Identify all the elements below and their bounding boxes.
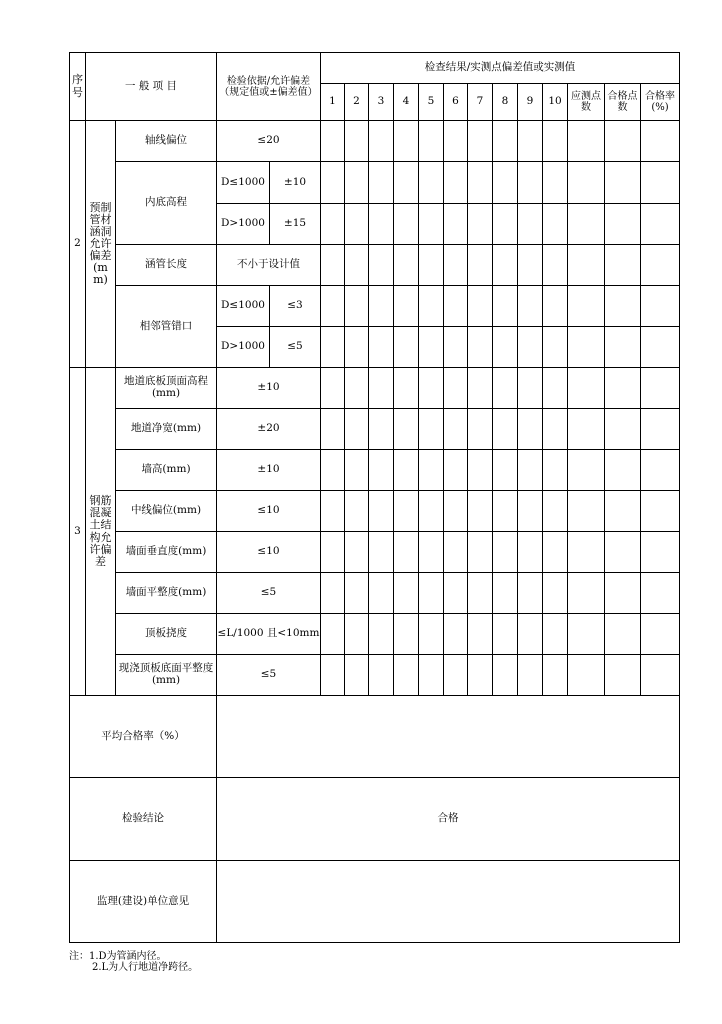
result-cell[interactable] — [345, 204, 369, 245]
item-label: 地道净宽(mm) — [116, 409, 217, 450]
header-col-1: 1 — [321, 84, 345, 121]
result-cell[interactable] — [394, 573, 419, 614]
result-cell[interactable] — [321, 162, 345, 204]
pass-count-cell[interactable] — [605, 121, 641, 162]
item-condition: D>1000 — [217, 204, 270, 245]
section-category: 预制管材涵洞允许偏差(mm) — [86, 121, 116, 368]
item-condition: D≤1000 — [217, 286, 270, 327]
result-cell[interactable] — [468, 286, 493, 327]
result-cell[interactable] — [419, 286, 444, 327]
result-cell[interactable] — [419, 450, 444, 491]
pass-rate-cell[interactable] — [641, 450, 680, 491]
result-cell[interactable] — [468, 245, 493, 286]
result-cell[interactable] — [444, 286, 468, 327]
result-cell[interactable] — [468, 327, 493, 368]
result-cell[interactable] — [493, 327, 518, 368]
result-cell[interactable] — [518, 573, 543, 614]
section-seq: 2 — [70, 121, 86, 368]
header-col-8: 8 — [493, 84, 518, 121]
pass-rate-cell[interactable] — [641, 614, 680, 655]
notes — [69, 951, 198, 973]
result-cell[interactable] — [493, 245, 518, 286]
result-cell[interactable] — [543, 491, 568, 532]
result-cell[interactable] — [444, 204, 468, 245]
header-col-6: 6 — [444, 84, 468, 121]
should-count-cell[interactable] — [568, 532, 605, 573]
result-cell[interactable] — [394, 245, 419, 286]
result-cell[interactable] — [369, 368, 394, 409]
header-col-4: 4 — [394, 84, 419, 121]
result-cell[interactable] — [321, 491, 345, 532]
result-cell[interactable] — [518, 204, 543, 245]
result-cell[interactable] — [543, 532, 568, 573]
should-count-cell[interactable] — [568, 204, 605, 245]
result-cell[interactable] — [345, 409, 369, 450]
item-basis: ≤20 — [217, 121, 321, 162]
result-cell[interactable] — [394, 368, 419, 409]
result-cell[interactable] — [394, 121, 419, 162]
result-cell[interactable] — [369, 409, 394, 450]
result-cell[interactable] — [394, 655, 419, 696]
result-cell[interactable] — [394, 614, 419, 655]
result-cell[interactable] — [345, 327, 369, 368]
result-cell[interactable] — [493, 286, 518, 327]
result-cell[interactable] — [321, 614, 345, 655]
result-cell[interactable] — [444, 368, 468, 409]
result-cell[interactable] — [345, 368, 369, 409]
result-cell[interactable] — [468, 162, 493, 204]
result-cell[interactable] — [518, 491, 543, 532]
result-cell[interactable] — [369, 245, 394, 286]
item-basis: ≤5 — [217, 573, 321, 614]
result-cell[interactable] — [444, 573, 468, 614]
header-basis: 检验依据/允许偏差（规定值或±偏差值） — [217, 53, 321, 121]
item-basis: ±15 — [270, 204, 321, 245]
result-cell[interactable] — [493, 614, 518, 655]
header-should-count: 应测点数 — [568, 84, 605, 121]
result-cell[interactable] — [493, 573, 518, 614]
result-cell[interactable] — [369, 450, 394, 491]
item-condition: D≤1000 — [217, 162, 270, 204]
result-cell[interactable] — [345, 121, 369, 162]
result-cell[interactable] — [419, 409, 444, 450]
pass-rate-cell[interactable] — [641, 368, 680, 409]
result-cell[interactable] — [394, 532, 419, 573]
item-basis: ≤3 — [270, 286, 321, 327]
result-cell[interactable] — [444, 409, 468, 450]
should-count-cell[interactable] — [568, 450, 605, 491]
pass-count-cell[interactable] — [605, 327, 641, 368]
result-cell[interactable] — [518, 409, 543, 450]
result-cell[interactable] — [321, 409, 345, 450]
result-cell[interactable] — [543, 286, 568, 327]
result-cell[interactable] — [369, 204, 394, 245]
result-cell[interactable] — [518, 655, 543, 696]
result-cell[interactable] — [543, 121, 568, 162]
result-cell[interactable] — [321, 327, 345, 368]
item-label: 墙高(mm) — [116, 450, 217, 491]
item-label: 涵管长度 — [116, 245, 217, 286]
result-cell[interactable] — [419, 162, 444, 204]
pass-count-cell[interactable] — [605, 245, 641, 286]
header-pass-count: 合格点数 — [605, 84, 641, 121]
result-cell[interactable] — [543, 245, 568, 286]
item-label: 轴线偏位 — [116, 121, 217, 162]
pass-count-cell[interactable] — [605, 368, 641, 409]
header-seq: 序号 — [70, 53, 86, 121]
header-results: 检查结果/实测点偏差值或实测值 — [321, 53, 680, 84]
result-cell[interactable] — [321, 532, 345, 573]
result-cell[interactable] — [444, 450, 468, 491]
header-col-9: 9 — [518, 84, 543, 121]
result-cell[interactable] — [369, 614, 394, 655]
pass-count-cell[interactable] — [605, 409, 641, 450]
result-cell[interactable] — [394, 204, 419, 245]
result-cell[interactable] — [468, 368, 493, 409]
result-cell[interactable] — [394, 162, 419, 204]
pass-count-cell[interactable] — [605, 162, 641, 204]
pass-count-cell[interactable] — [605, 286, 641, 327]
result-cell[interactable] — [345, 162, 369, 204]
inspection-table — [69, 52, 680, 943]
item-condition: D>1000 — [217, 327, 270, 368]
result-cell[interactable] — [345, 245, 369, 286]
item-label: 墙面垂直度(mm) — [116, 532, 217, 573]
result-cell[interactable] — [493, 655, 518, 696]
header-col-3: 3 — [369, 84, 394, 121]
result-cell[interactable] — [394, 491, 419, 532]
result-cell[interactable] — [543, 573, 568, 614]
item-basis: ±20 — [217, 409, 321, 450]
should-count-cell[interactable] — [568, 368, 605, 409]
result-cell[interactable] — [321, 121, 345, 162]
pass-count-cell[interactable] — [605, 450, 641, 491]
item-basis: ±10 — [270, 162, 321, 204]
result-cell[interactable] — [444, 614, 468, 655]
note-prefix: 注： — [69, 951, 89, 962]
pass-count-cell[interactable] — [605, 614, 641, 655]
pass-rate-cell[interactable] — [641, 204, 680, 245]
pass-rate-cell[interactable] — [641, 245, 680, 286]
result-cell[interactable] — [369, 573, 394, 614]
result-cell[interactable] — [369, 162, 394, 204]
should-count-cell[interactable] — [568, 614, 605, 655]
result-cell[interactable] — [419, 491, 444, 532]
avg-rate-value[interactable] — [217, 696, 680, 778]
item-basis: ≤L/1000 且<10mm — [217, 614, 321, 655]
section-category: 钢筋混凝土结构允许偏差 — [86, 368, 116, 696]
item-basis: ±10 — [217, 368, 321, 409]
avg-rate-label: 平均合格率（%） — [70, 696, 217, 778]
result-cell[interactable] — [518, 368, 543, 409]
result-cell[interactable] — [444, 327, 468, 368]
header-col-2: 2 — [345, 84, 369, 121]
note-1: 1.D为管涵内径。 — [89, 951, 167, 962]
result-cell[interactable] — [493, 450, 518, 491]
should-count-cell[interactable] — [568, 655, 605, 696]
result-cell[interactable] — [419, 614, 444, 655]
result-cell[interactable] — [394, 409, 419, 450]
result-cell[interactable] — [345, 573, 369, 614]
conclusion-value[interactable]: 合格 — [217, 778, 680, 861]
result-cell[interactable] — [518, 286, 543, 327]
result-cell[interactable] — [444, 245, 468, 286]
result-cell[interactable] — [493, 121, 518, 162]
item-label: 内底高程 — [116, 162, 217, 245]
result-cell[interactable] — [394, 286, 419, 327]
result-cell[interactable] — [493, 204, 518, 245]
item-basis: ≤10 — [217, 532, 321, 573]
should-count-cell[interactable] — [568, 121, 605, 162]
result-cell[interactable] — [321, 245, 345, 286]
result-cell[interactable] — [419, 655, 444, 696]
result-cell[interactable] — [518, 245, 543, 286]
result-cell[interactable] — [419, 532, 444, 573]
item-label: 相邻管错口 — [116, 286, 217, 368]
result-cell[interactable] — [518, 327, 543, 368]
result-cell[interactable] — [468, 614, 493, 655]
result-cell[interactable] — [369, 286, 394, 327]
should-count-cell[interactable] — [568, 245, 605, 286]
should-count-cell[interactable] — [568, 491, 605, 532]
header-pass-rate: 合格率(%) — [641, 84, 680, 121]
result-cell[interactable] — [419, 573, 444, 614]
result-cell[interactable] — [543, 162, 568, 204]
result-cell[interactable] — [518, 532, 543, 573]
pass-rate-cell[interactable] — [641, 491, 680, 532]
result-cell[interactable] — [543, 450, 568, 491]
should-count-cell[interactable] — [568, 286, 605, 327]
result-cell[interactable] — [321, 573, 345, 614]
note-2: 2.L为人行地道净跨径。 — [92, 962, 199, 973]
header-col-10: 10 — [543, 84, 568, 121]
header-col-5: 5 — [419, 84, 444, 121]
item-basis: ±10 — [217, 450, 321, 491]
result-cell[interactable] — [444, 162, 468, 204]
result-cell[interactable] — [321, 286, 345, 327]
result-cell[interactable] — [321, 450, 345, 491]
result-cell[interactable] — [345, 532, 369, 573]
pass-count-cell[interactable] — [605, 491, 641, 532]
result-cell[interactable] — [444, 121, 468, 162]
result-cell[interactable] — [493, 409, 518, 450]
result-cell[interactable] — [493, 532, 518, 573]
result-cell[interactable] — [518, 121, 543, 162]
result-cell[interactable] — [543, 204, 568, 245]
result-cell[interactable] — [468, 573, 493, 614]
item-label: 现浇顶板底面平整度(mm) — [116, 655, 217, 696]
pass-count-cell[interactable] — [605, 532, 641, 573]
should-count-cell[interactable] — [568, 573, 605, 614]
result-cell[interactable] — [444, 532, 468, 573]
result-cell[interactable] — [321, 655, 345, 696]
result-cell[interactable] — [468, 409, 493, 450]
result-cell[interactable] — [345, 286, 369, 327]
section-seq: 3 — [70, 368, 86, 696]
pass-rate-cell[interactable] — [641, 162, 680, 204]
result-cell[interactable] — [369, 655, 394, 696]
item-basis: ≤10 — [217, 491, 321, 532]
result-cell[interactable] — [468, 121, 493, 162]
result-cell[interactable] — [419, 204, 444, 245]
result-cell[interactable] — [543, 368, 568, 409]
note-line-1 — [69, 951, 198, 962]
should-count-cell[interactable] — [568, 162, 605, 204]
item-basis: 不小于设计值 — [217, 245, 321, 286]
item-label: 中线偏位(mm) — [116, 491, 217, 532]
result-cell[interactable] — [444, 655, 468, 696]
pass-count-cell[interactable] — [605, 573, 641, 614]
result-cell[interactable] — [345, 450, 369, 491]
pass-rate-cell[interactable] — [641, 573, 680, 614]
result-cell[interactable] — [518, 614, 543, 655]
result-cell[interactable] — [419, 121, 444, 162]
result-cell[interactable] — [468, 532, 493, 573]
result-cell[interactable] — [468, 450, 493, 491]
result-cell[interactable] — [369, 532, 394, 573]
result-cell[interactable] — [468, 655, 493, 696]
result-cell[interactable] — [543, 655, 568, 696]
pass-rate-cell[interactable] — [641, 121, 680, 162]
supervisor-label: 监理(建设)单位意见 — [70, 861, 217, 943]
result-cell[interactable] — [493, 368, 518, 409]
result-cell[interactable] — [518, 450, 543, 491]
result-cell[interactable] — [543, 614, 568, 655]
result-cell[interactable] — [321, 368, 345, 409]
result-cell[interactable] — [369, 327, 394, 368]
result-cell[interactable] — [419, 327, 444, 368]
item-basis: ≤5 — [217, 655, 321, 696]
pass-rate-cell[interactable] — [641, 655, 680, 696]
pass-rate-cell[interactable] — [641, 409, 680, 450]
result-cell[interactable] — [543, 327, 568, 368]
result-cell[interactable] — [345, 614, 369, 655]
supervisor-value[interactable] — [217, 861, 680, 943]
pass-rate-cell[interactable] — [641, 286, 680, 327]
result-cell[interactable] — [543, 409, 568, 450]
result-cell[interactable] — [394, 327, 419, 368]
result-cell[interactable] — [468, 204, 493, 245]
pass-rate-cell[interactable] — [641, 327, 680, 368]
item-label: 地道底板顶面高程(mm) — [116, 368, 217, 409]
result-cell[interactable] — [369, 121, 394, 162]
item-label: 墙面平整度(mm) — [116, 573, 217, 614]
result-cell[interactable] — [419, 245, 444, 286]
result-cell[interactable] — [444, 491, 468, 532]
result-cell[interactable] — [419, 368, 444, 409]
should-count-cell[interactable] — [568, 327, 605, 368]
header-item: 一 般 项 目 — [86, 53, 217, 121]
result-cell[interactable] — [468, 491, 493, 532]
result-cell[interactable] — [345, 655, 369, 696]
header-col-7: 7 — [468, 84, 493, 121]
item-label: 顶板挠度 — [116, 614, 217, 655]
result-cell[interactable] — [345, 491, 369, 532]
result-cell[interactable] — [493, 491, 518, 532]
pass-count-cell[interactable] — [605, 655, 641, 696]
result-cell[interactable] — [369, 491, 394, 532]
pass-rate-cell[interactable] — [641, 532, 680, 573]
result-cell[interactable] — [518, 162, 543, 204]
conclusion-label: 检验结论 — [70, 778, 217, 861]
pass-count-cell[interactable] — [605, 204, 641, 245]
item-basis: ≤5 — [270, 327, 321, 368]
should-count-cell[interactable] — [568, 409, 605, 450]
result-cell[interactable] — [321, 204, 345, 245]
result-cell[interactable] — [493, 162, 518, 204]
result-cell[interactable] — [394, 450, 419, 491]
